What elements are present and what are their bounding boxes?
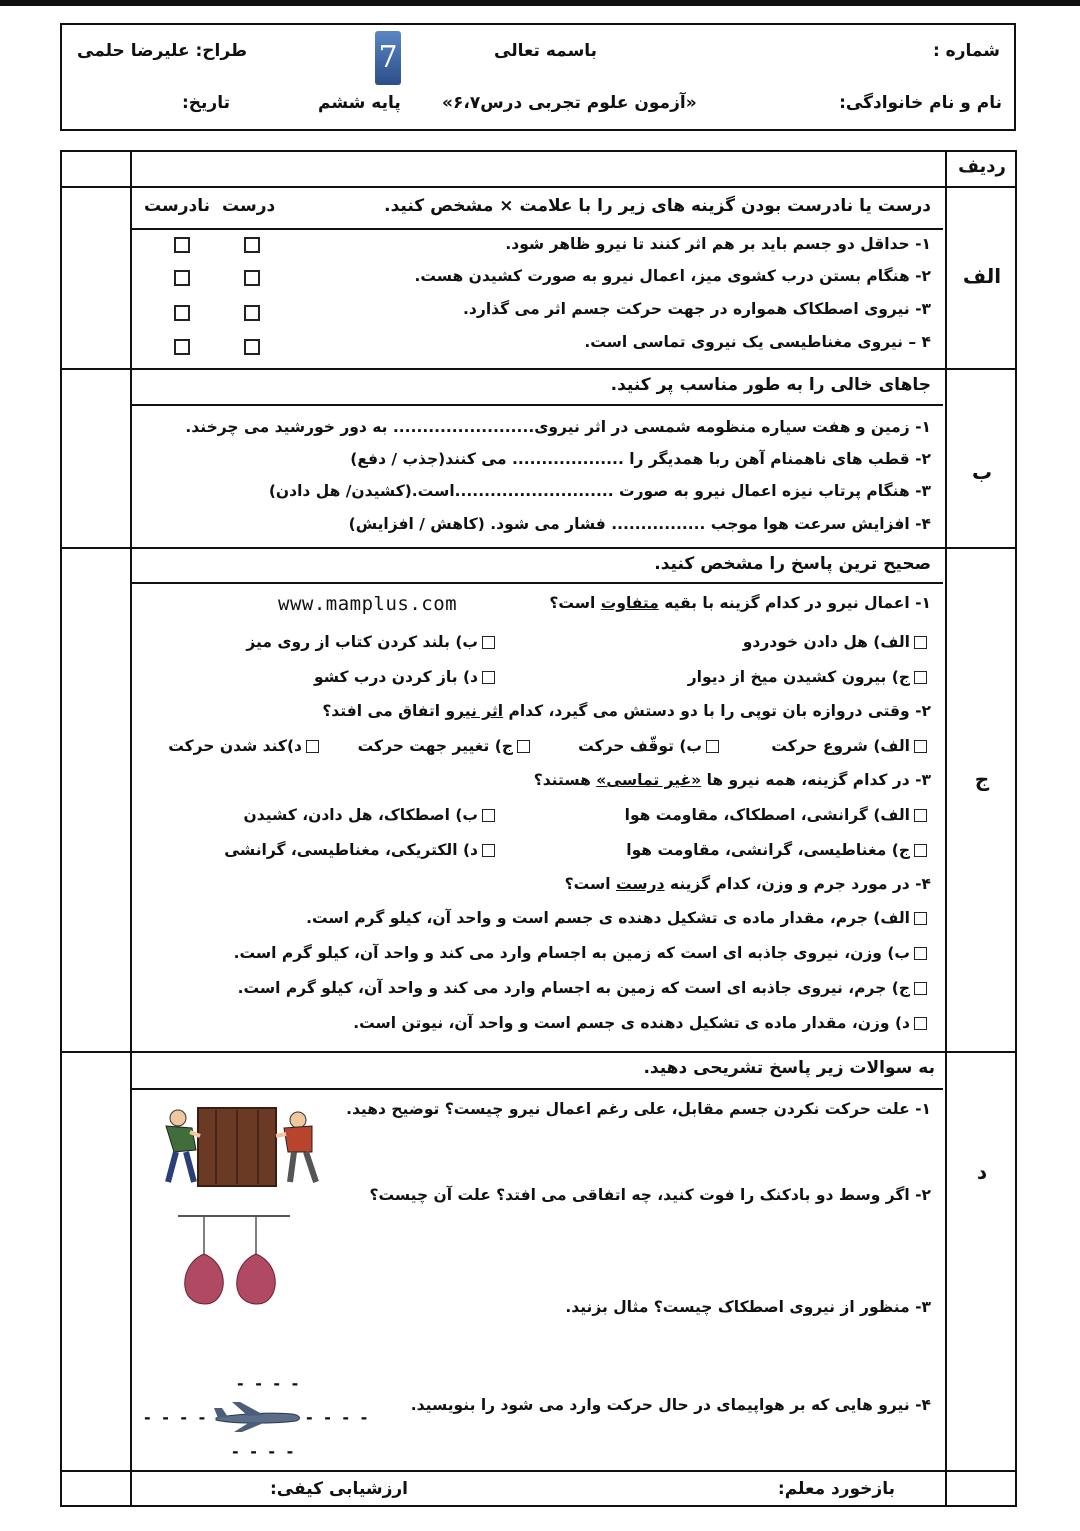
fill-blank-item: ۲- قطب های ناهمنام آهن ربا همدیگر را ................... می کنند(جذب / دفع) [350, 450, 931, 468]
force-line-right: - - - - [306, 1408, 371, 1427]
true-false-item: ۱- حداقل دو جسم باید بر هم اثر کنند تا نیرو ظاهر شود. [505, 235, 931, 253]
true-checkbox[interactable] [244, 305, 260, 321]
true-checkbox[interactable] [244, 237, 260, 253]
left-column-line [130, 152, 132, 1505]
force-line-left: - - - - [144, 1408, 209, 1427]
option-checkbox[interactable] [306, 740, 319, 753]
option-item[interactable]: ج) مغناطیسی، گرانشی، مقاومت هوا [626, 841, 927, 859]
student-name-label: نام و نام خانوادگی: [839, 93, 1002, 113]
option-item[interactable]: ج) تغییر جهت حرکت [358, 737, 530, 755]
bismillah: باسمه تعالی [494, 41, 598, 61]
option-item[interactable]: الف) شروع حرکت [771, 737, 927, 755]
divider [130, 582, 943, 584]
section-c-label: ج [974, 767, 990, 791]
option-checkbox[interactable] [517, 740, 530, 753]
false-checkbox[interactable] [174, 305, 190, 321]
section-d-title: به سوالات زیر پاسخ تشریحی دهید. [643, 1058, 935, 1078]
question-3: ۳- در کدام گزینه، همه نیرو ها «غیر تماسی» هستند؟ [533, 771, 931, 789]
section-b-title: جاهای خالی را به طور مناسب پر کنید. [610, 375, 931, 395]
fill-blank-item: ۱- زمین و هفت سیاره منظومه شمسی در اثر نیروی........................ به دور خورشید می چرخند. [185, 418, 931, 436]
false-checkbox[interactable] [174, 237, 190, 253]
divider [130, 1088, 943, 1090]
essay-question: ۳- منظور از نیروی اصطکاک چیست؟ مثال بزنید. [565, 1298, 931, 1316]
option-item[interactable]: ب) اصطکاک، هل دادن، کشیدن [244, 806, 495, 824]
option-checkbox[interactable] [482, 809, 495, 822]
option-item[interactable]: ب) بلند کردن کتاب از روی میز [246, 633, 495, 651]
option-item[interactable]: الف) گرانشی، اصطکاک، مقاومت هوا [625, 806, 927, 824]
essay-question: ۲- اگر وسط دو بادکنک را فوت کنید، چه اتفاقی می افتد؟ علت آن چیست؟ [369, 1186, 931, 1204]
option-item[interactable]: د) وزن، مقدار ماده ی تشکیل دهنده ی جسم است و واحد آن، نیوتن است. [353, 1014, 927, 1032]
exam-table [60, 150, 1017, 1507]
option-checkbox[interactable] [914, 982, 927, 995]
true-checkbox[interactable] [244, 339, 260, 355]
option-checkbox[interactable] [914, 844, 927, 857]
option-checkbox[interactable] [914, 740, 927, 753]
exam-title: «آزمون علوم تجربی درس۶،۷» [442, 93, 697, 113]
section-b-label: ب [971, 460, 993, 484]
essay-question: ۴- نیرو هایی که بر هواپیمای در حال حرکت وارد می شود را بنویسید. [410, 1396, 931, 1414]
true-false-item: ۳- نیروی اصطکاک همواره در جهت حرکت جسم اثر می گذارد. [463, 300, 931, 318]
option-checkbox[interactable] [706, 740, 719, 753]
pushing-wardrobe-illustration [156, 1102, 326, 1192]
question-4: ۴- در مورد جرم و وزن، کدام گزینه درست است؟ [564, 875, 931, 893]
divider [62, 1051, 1015, 1053]
question-1: ۱- اعمال نیرو در کدام گزینه با بقیه متفاوت است؟ [549, 594, 931, 612]
option-item[interactable]: د) الکتریکی، مغناطیسی، گرانشی [224, 841, 495, 859]
option-item[interactable]: ج) جرم، نیروی جاذبه ای است که زمین به اجسام وارد می کند و واحد آن، کیلو گرم است. [238, 979, 927, 997]
divider [62, 368, 1015, 370]
row-column-line [945, 152, 947, 1505]
false-column-header: نادرست [144, 196, 210, 216]
airplane-icon [212, 1400, 304, 1434]
divider [62, 547, 1015, 549]
option-item[interactable]: ب) وزن، نیروی جاذبه ای است که زمین به اجسام وارد می کند و واحد آن، کیلو گرم است. [234, 944, 927, 962]
option-checkbox[interactable] [914, 1017, 927, 1030]
option-checkbox[interactable] [914, 809, 927, 822]
section-a-title: درست یا نادرست بودن گزینه های زیر را با علامت × مشخص کنید. [384, 196, 931, 216]
option-checkbox[interactable] [482, 636, 495, 649]
option-checkbox[interactable] [914, 636, 927, 649]
option-item[interactable]: الف) هل دادن خودردو [743, 633, 927, 651]
top-border [0, 0, 1080, 6]
qualitative-assessment-label: ارزشیابی کیفی: [270, 1479, 409, 1499]
question-2: ۲- وقتی دروازه بان توپی را با دو دستش می گیرد، کدام اثر نیرو اتفاق می افتد؟ [322, 702, 931, 720]
option-checkbox[interactable] [914, 947, 927, 960]
date-label: تاریخ: [182, 93, 230, 113]
fill-blank-item: ۳- هنگام پرتاب نیزه اعمال نیرو به صورت ...........................است.(کشیدن/ هل دادن) [268, 482, 931, 500]
option-item[interactable]: الف) جرم، مقدار ماده ی تشکیل دهنده ی جسم است و واحد آن، کیلو گرم است. [306, 909, 927, 927]
option-item[interactable]: د)کند شدن حرکت [168, 737, 319, 755]
exam-header [60, 23, 1016, 131]
fill-blank-item: ۴- افزایش سرعت هوا موجب ................ فشار می شود. (کاهش / افزایش) [348, 515, 931, 533]
true-false-item: ۲- هنگام بستن درب کشوی میز، اعمال نیرو به صورت کشیدن هست. [414, 267, 931, 285]
designer-name: طراح: علیرضا حلمی [77, 41, 247, 61]
option-checkbox[interactable] [914, 671, 927, 684]
teacher-feedback-label: بازخورد معلم: [777, 1479, 895, 1499]
section-a-label: الف [962, 264, 1002, 288]
divider [130, 404, 943, 406]
option-item[interactable]: ج) بیرون کشیدن میخ از دیوار [688, 668, 927, 686]
essay-question: ۱- علت حرکت نکردن جسم مقابل، علی رغم اعمال نیرو چیست؟ توضیح دهید. [346, 1100, 931, 1118]
row-header: ردیف [958, 156, 1006, 177]
force-line-bottom: - - - - [232, 1442, 297, 1461]
option-checkbox[interactable] [914, 912, 927, 925]
true-false-item: ۴ – نیروی مغناطیسی یک نیروی تماسی است. [584, 333, 931, 351]
force-line-top: - - - - [237, 1374, 302, 1393]
true-checkbox[interactable] [244, 270, 260, 286]
option-item[interactable]: د) باز کردن درب کشو [314, 668, 495, 686]
grade-logo: 7 [375, 31, 401, 85]
option-checkbox[interactable] [482, 844, 495, 857]
divider [62, 1470, 1015, 1472]
false-checkbox[interactable] [174, 270, 190, 286]
number-label: شماره : [932, 41, 1000, 61]
section-d-label: د [976, 1160, 988, 1184]
option-checkbox[interactable] [482, 671, 495, 684]
balloons-illustration [172, 1210, 302, 1310]
false-checkbox[interactable] [174, 339, 190, 355]
true-column-header: درست [222, 196, 276, 216]
grade-label: پایه ششم [318, 93, 401, 113]
section-c-title: صحیح ترین پاسخ را مشخص کنید. [654, 554, 931, 574]
divider [62, 186, 1015, 188]
option-item[interactable]: ب) توقّف حرکت [578, 737, 719, 755]
watermark: www.mamplus.com [278, 593, 458, 615]
divider [130, 228, 943, 230]
